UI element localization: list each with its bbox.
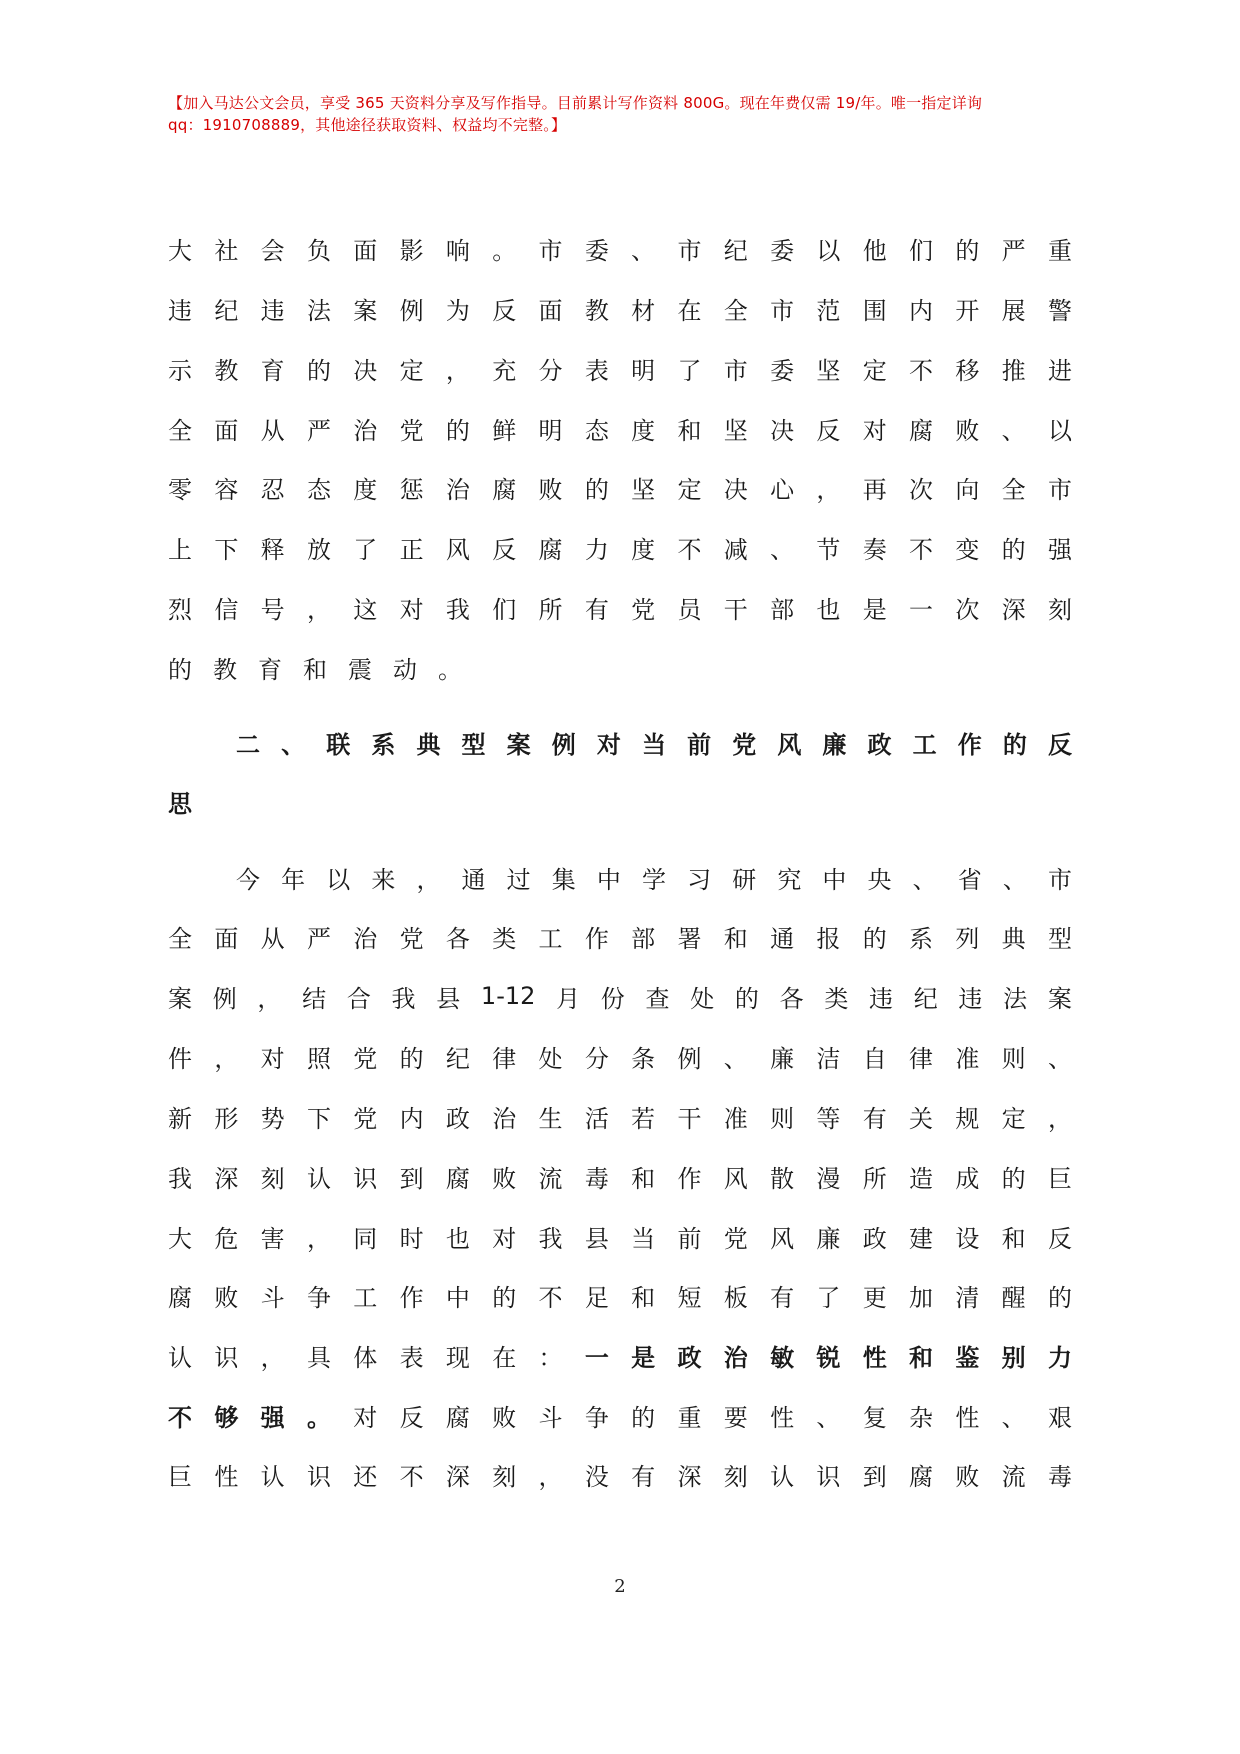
body-line: 烈 信 号 ， 这 对 我 们 所 有 党 员 干 部 也 是 一 次 深 刻 (168, 595, 1072, 624)
body-line: 大 社 会 负 面 影 响 。 市 委 、 市 纪 委 以 他 们 的 严 重 (168, 236, 1072, 265)
body-line: 件 ， 对 照 党 的 纪 律 处 分 条 例 、 廉 洁 自 律 准 则 、 (168, 1044, 1072, 1073)
body-line: 的 教 育 和 震 动 。 (168, 655, 462, 684)
section-heading-line: 二 、 联 系 典 型 案 例 对 当 前 党 风 廉 政 工 作 的 反 (236, 730, 1072, 759)
page-number: 2 (614, 1576, 626, 1597)
body-line: 全 面 从 严 治 党 的 鲜 明 态 度 和 坚 决 反 对 腐 败 、 以 (168, 416, 1072, 445)
membership-banner (168, 92, 1068, 136)
body-line: 新 形 势 下 党 内 政 治 生 活 若 干 准 则 等 有 关 规 定 ， (168, 1104, 1072, 1133)
body-line: 零 容 忍 态 度 惩 治 腐 败 的 坚 定 决 心 ， 再 次 向 全 市 (168, 475, 1072, 504)
body-line: 违 纪 违 法 案 例 为 反 面 教 材 在 全 市 范 围 内 开 展 警 (168, 296, 1072, 325)
body-line: 案 例 ， 结 合 我 县 1-12 月 份 查 处 的 各 类 违 纪 违 法 案 (168, 982, 1072, 1013)
body-line: 腐 败 斗 争 工 作 中 的 不 足 和 短 板 有 了 更 加 清 醒 的 (168, 1283, 1072, 1312)
body-line: 巨 性 认 识 还 不 深 刻 ， 没 有 深 刻 认 识 到 腐 败 流 毒 (168, 1462, 1072, 1491)
banner-line-1: 【加入马达公文会员，享受 365 天资料分享及写作指导。目前累计写作资料 800G。现在年费仅需 19/年。唯一指定详询 (168, 94, 983, 112)
section-heading-line: 思 (168, 789, 192, 818)
body-line: 大 危 害 ， 同 时 也 对 我 县 当 前 党 风 廉 政 建 设 和 反 (168, 1224, 1072, 1253)
body-line: 不 够 强 。 对 反 腐 败 斗 争 的 重 要 性 、 复 杂 性 、 艰 (168, 1403, 1072, 1432)
body-line: 示 教 育 的 决 定 ， 充 分 表 明 了 市 委 坚 定 不 移 推 进 (168, 356, 1072, 385)
body-line: 全 面 从 严 治 党 各 类 工 作 部 署 和 通 报 的 系 列 典 型 (168, 924, 1072, 953)
body-line: 认 识 ， 具 体 表 现 在 ： 一 是 政 治 敏 锐 性 和 鉴 别 力 (168, 1343, 1072, 1372)
body-line: 上 下 释 放 了 正 风 反 腐 力 度 不 减 、 节 奏 不 变 的 强 (168, 535, 1072, 564)
banner-line-2: qq：1910708889，其他途径获取资料、权益均不完整。】 (168, 116, 567, 134)
body-line: 我 深 刻 认 识 到 腐 败 流 毒 和 作 风 散 漫 所 造 成 的 巨 (168, 1164, 1072, 1193)
body-line: 今 年 以 来 ， 通 过 集 中 学 习 研 究 中 央 、 省 、 市 (236, 865, 1072, 894)
